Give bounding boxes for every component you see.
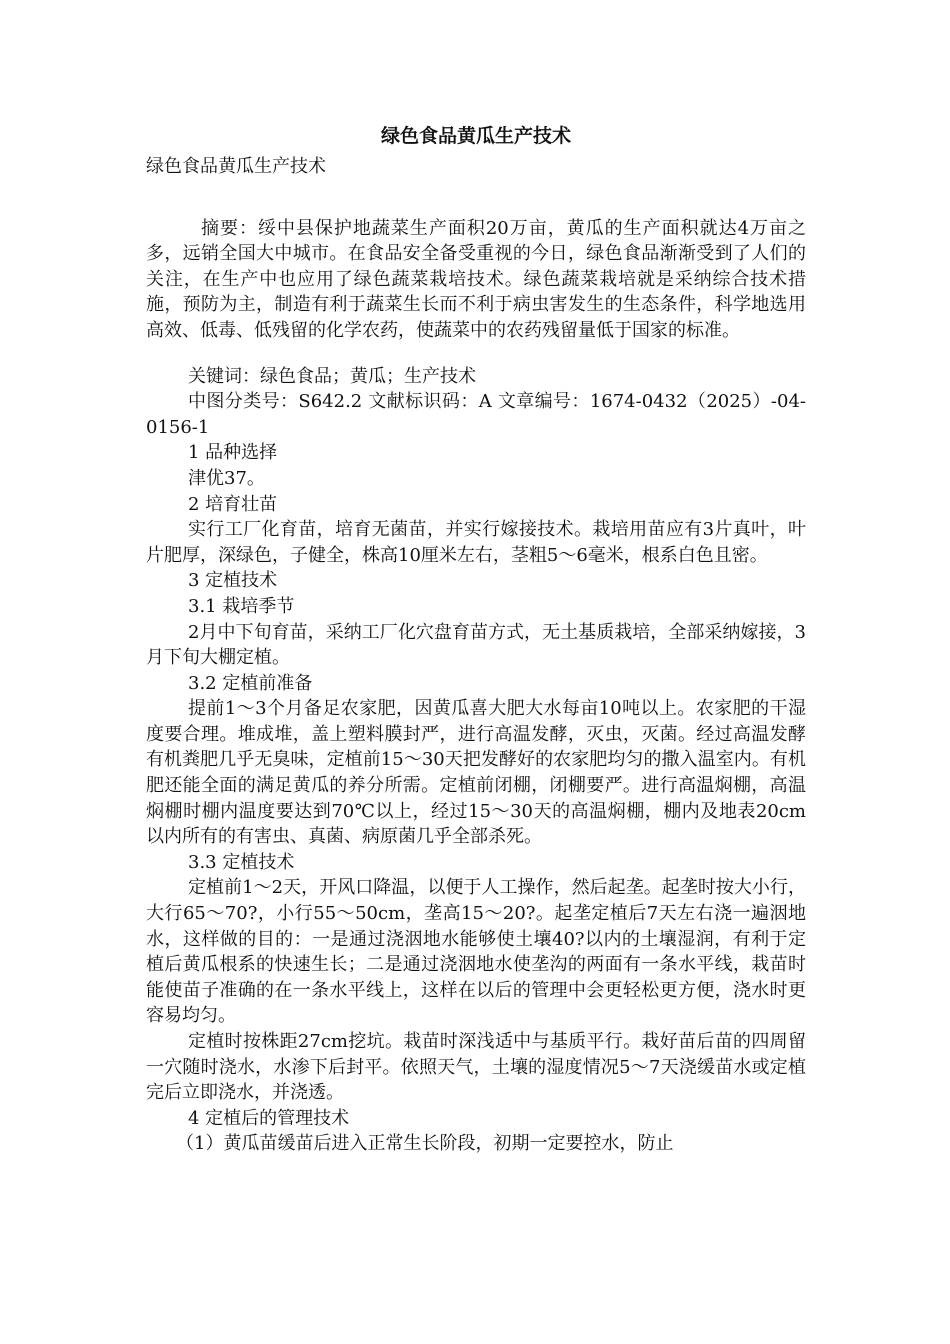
body-paragraph: 定植时按株距27cm挖坑。栽苗时深浅适中与基质平行。栽好苗后苗的四周留一穴随时浇水，水渗下后封平。依照天气，土壤的湿度情况5～7天浇缓苗水或定植完后立即浇水，并浇透。	[146, 1031, 806, 1104]
document-subtitle: 绿色食品黄瓜生产技术	[146, 156, 326, 177]
subsection-heading: 3.2 定植前准备	[188, 672, 313, 694]
document-title: 绿色食品黄瓜生产技术	[380, 125, 571, 147]
subsection-heading: 3.3 定植技术	[188, 851, 295, 873]
spacer	[146, 344, 806, 364]
abstract-paragraph: 摘要：绥中县保护地蔬菜生产面积20万亩，黄瓜的生产面积就达4万亩之多，远销全国大中城市。在食品安全备受重视的今日，绿色食品渐渐受到了人们的关注，在生产中也应用了绿色蔬菜栽培技术。绿色蔬菜栽培就是采纳综合技术措施，预防为主，制造有利于蔬菜生长而不利于病虫害发生的生态条件，科学地选用高效、低毒、低残留的化学农药，使蔬菜中的农药残留量低于国家的标准。	[146, 217, 806, 341]
body-paragraph: 定植前1～2天，开风口降温，以便于人工操作，然后起垄。起垄时按大小行，大行65～70?，小行55～50cm，垄高15～20?。起垄定植后7天左右浇一遍洇地水，这样做的目的：一是通过浇洇地水能够使土壤40?以内的土壤湿润，有利于定植后黄瓜根系的快速生长；二是通过浇洇地水使垄沟的两面有一条水平线，栽苗时能使苗子准确的在一条水平线上，这样在以后的管理中会更轻松更方便，浇水时更容易均匀。	[146, 877, 806, 1027]
body-paragraph: 实行工厂化育苗，培育无菌苗，并实行嫁接技术。栽培用苗应有3片真叶，叶片肥厚，深绿色，子健全，株高10厘米左右，茎粗5～6毫米，根系白色且密。	[146, 519, 806, 566]
spacer	[146, 180, 806, 216]
body-paragraph: 2月中下旬育苗，采纳工厂化穴盘育苗方式，无土基质栽培，全部采纳嫁接，3月下旬大棚定植。	[146, 621, 806, 669]
body-paragraph: 提前1～3个月备足农家肥，因黄瓜喜大肥大水每亩10吨以上。农家肥的干湿度要合理。堆成堆，盖上塑料膜封严，进行高温发酵，灭虫，灭菌。经过高温发酵有机粪肥几乎无臭味，定植前15～30天把发酵好的农家肥均匀的撒入温室内。有机肥还能全面的满足黄瓜的养分所需。定植前闭棚，闭棚要严。进行高温焖棚，高温焖棚时棚内温度要达到70℃以上，经过15～30天的高温焖棚，棚内及地表20cm以内所有的有害虫、真菌、病原菌几乎全部杀死。	[146, 698, 806, 848]
subsection-heading: 3.1 栽培季节	[188, 595, 295, 617]
section-heading: 1 品种选择	[188, 442, 278, 464]
section-heading: 2 培育壮苗	[188, 493, 278, 515]
body-paragraph: （1）黄瓜苗缓苗后进入正常生长阶段，初期一定要控水，防止	[176, 1133, 674, 1155]
section-heading: 4 定植后的管理技术	[188, 1107, 350, 1129]
body-paragraph: 津优37。	[188, 467, 265, 489]
section-heading: 3 定植技术	[188, 570, 278, 592]
classification-line: 中图分类号：S642.2 文献标识码：A 文章编号：1674-0432（2025）-04-0156-1	[146, 391, 806, 438]
keywords-line: 关键词：绿色食品；黄瓜；生产技术	[188, 365, 476, 387]
document-page	[146, 118, 806, 1157]
